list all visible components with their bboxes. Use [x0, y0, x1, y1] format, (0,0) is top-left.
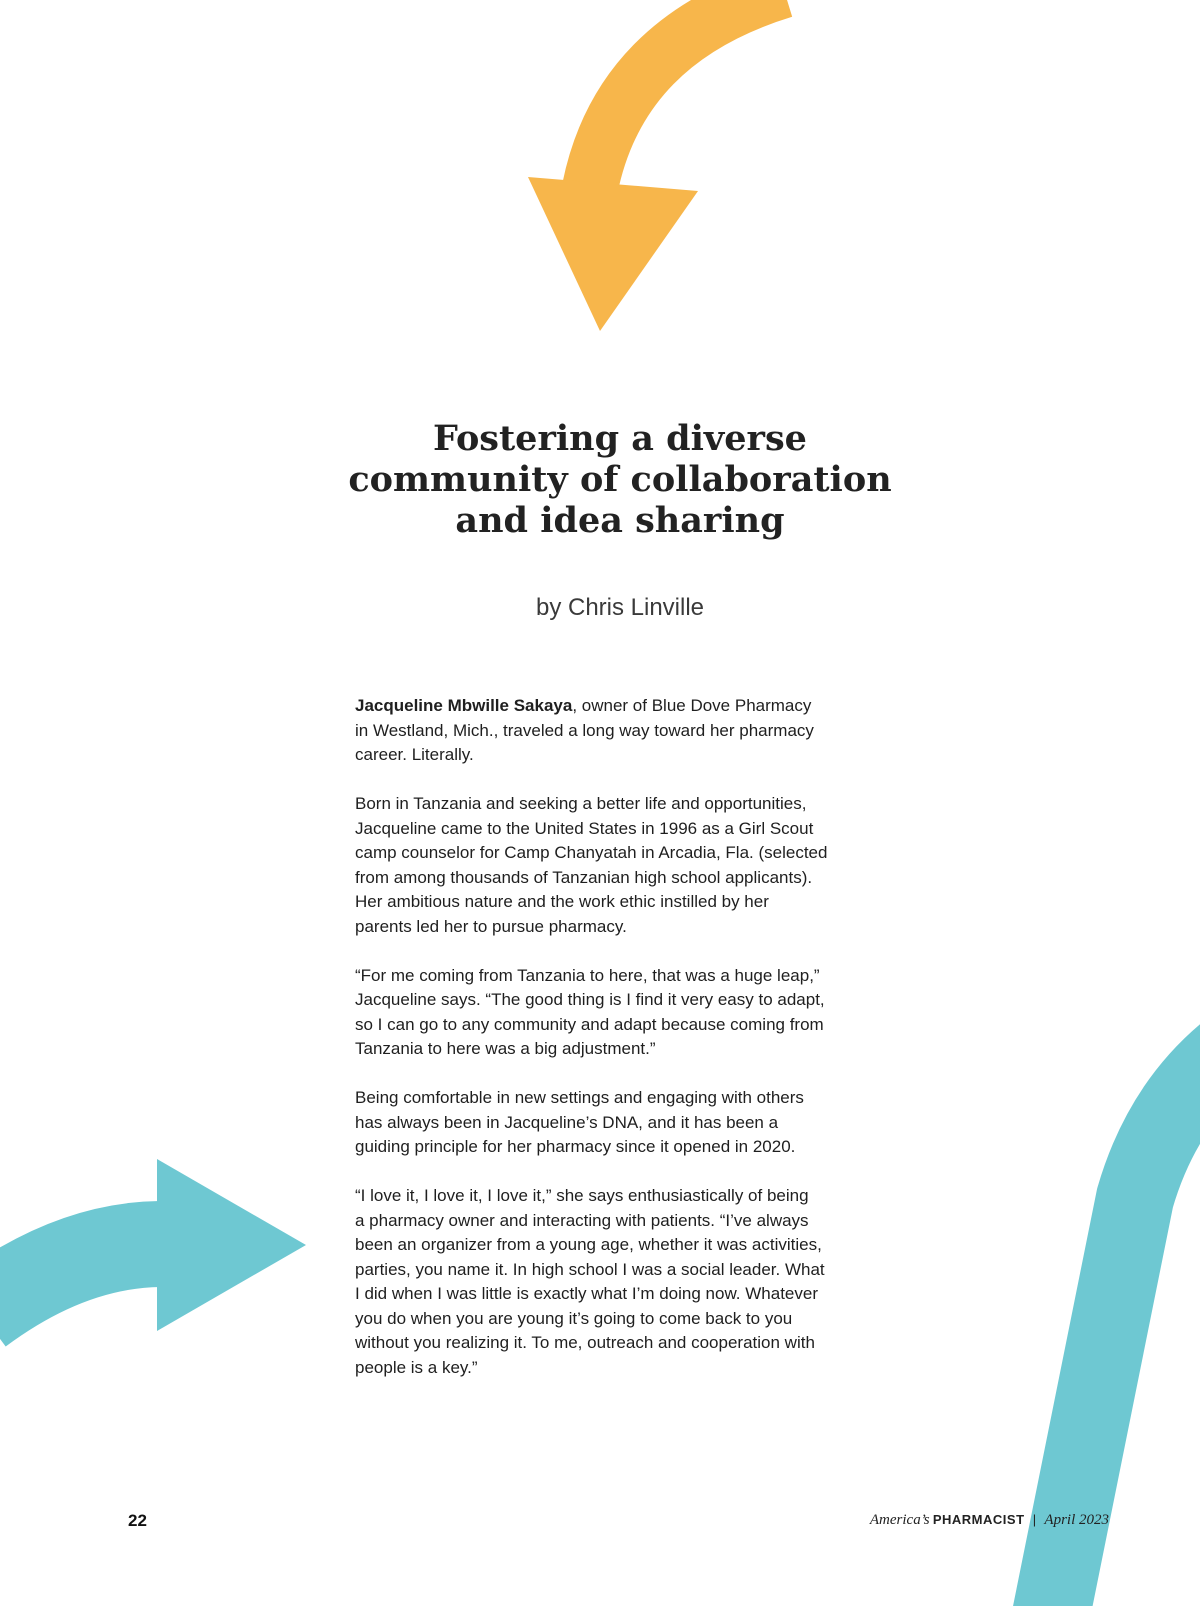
title-line: and idea sharing: [455, 500, 785, 541]
text-line: Born in Tanzania and seeking a better life and opportunities,: [355, 794, 807, 813]
text-line: been an organizer from a young age, whether it was activities,: [355, 1235, 822, 1254]
text-line: a pharmacy owner and interacting with patients. “I’ve always: [355, 1210, 809, 1230]
teal-arrow-head: [157, 1159, 306, 1331]
subject-name: Jacqueline Mbwille Sakaya: [355, 696, 573, 715]
orange-arrow-head: [528, 177, 698, 331]
text-line: camp counselor for Camp Chanyatah in Arcadia, Fla. (selected: [355, 843, 828, 862]
article-body: [355, 694, 895, 1405]
text-line: parties, you name it. In high school I was a social leader. What: [355, 1259, 825, 1279]
text-line: Her ambitious nature and the work ethic instilled by her: [355, 892, 769, 911]
byline: by Chris Linville: [535, 594, 705, 621]
text-line: guiding principle for her pharmacy since it opened in 2020.: [355, 1137, 796, 1156]
issue-date: April 2023: [1044, 1512, 1109, 1528]
text-line: parents led her to pursue pharmacy.: [355, 916, 627, 936]
paragraph: [355, 792, 895, 939]
paragraph: [355, 1086, 895, 1160]
text-line: in Westland, Mich., traveled a long way toward her pharmacy: [355, 720, 814, 740]
curved-down-arrow-icon: [528, 0, 784, 331]
text-line: from among thousands of Tanzanian high school applicants).: [355, 867, 813, 887]
page-number: 22: [128, 1511, 147, 1530]
orange-arrow-body: [590, 0, 784, 188]
text-line: without you realizing it. To me, outreach and cooperation with: [355, 1333, 815, 1352]
title-line: community of collaboration: [348, 459, 892, 500]
text-line: Tanzania to here was a big adjustment.”: [355, 1039, 656, 1058]
text-line: people is a key.”: [355, 1357, 478, 1377]
text-line: Being comfortable in new settings and engaging with others: [355, 1088, 804, 1107]
text-fragment: , owner of Blue Dove Pharmacy: [572, 696, 812, 715]
text-line: “For me coming from Tanzania to here, that was a huge leap,”: [355, 965, 820, 985]
footer-separator: |: [1032, 1512, 1037, 1527]
running-footer: [870, 1512, 1109, 1529]
article-title: [300, 418, 940, 541]
text-line: I did when I was little is exactly what I’m doing now. Whatever: [355, 1284, 818, 1303]
paragraph: [355, 1184, 895, 1380]
text-line: “I love it, I love it, I love it,” she says enthusiastically of being: [355, 1186, 809, 1205]
title-line: Fostering a diverse: [433, 418, 807, 459]
text-line: has always been in Jacqueline’s DNA, and it has been a: [355, 1112, 779, 1132]
text-line: you do when you are young it’s going to come back to you: [355, 1308, 793, 1328]
text-line: [355, 694, 895, 719]
curved-right-arrow-icon: [0, 1159, 306, 1331]
text-line: career. Literally.: [355, 745, 474, 764]
text-line: Jacqueline says. “The good thing is I find it very easy to adapt,: [355, 990, 825, 1009]
magazine-name-bold: PHARMACIST: [932, 1512, 1025, 1527]
paragraph: [355, 694, 895, 768]
teal-arrow-body: [0, 1244, 160, 1312]
text-line: Jacqueline came to the United States in 1996 as a Girl Scout: [355, 818, 814, 838]
paragraph: [355, 964, 895, 1062]
magazine-name-italic: America’s: [869, 1512, 930, 1528]
text-line: so I can go to any community and adapt because coming from: [355, 1014, 824, 1034]
